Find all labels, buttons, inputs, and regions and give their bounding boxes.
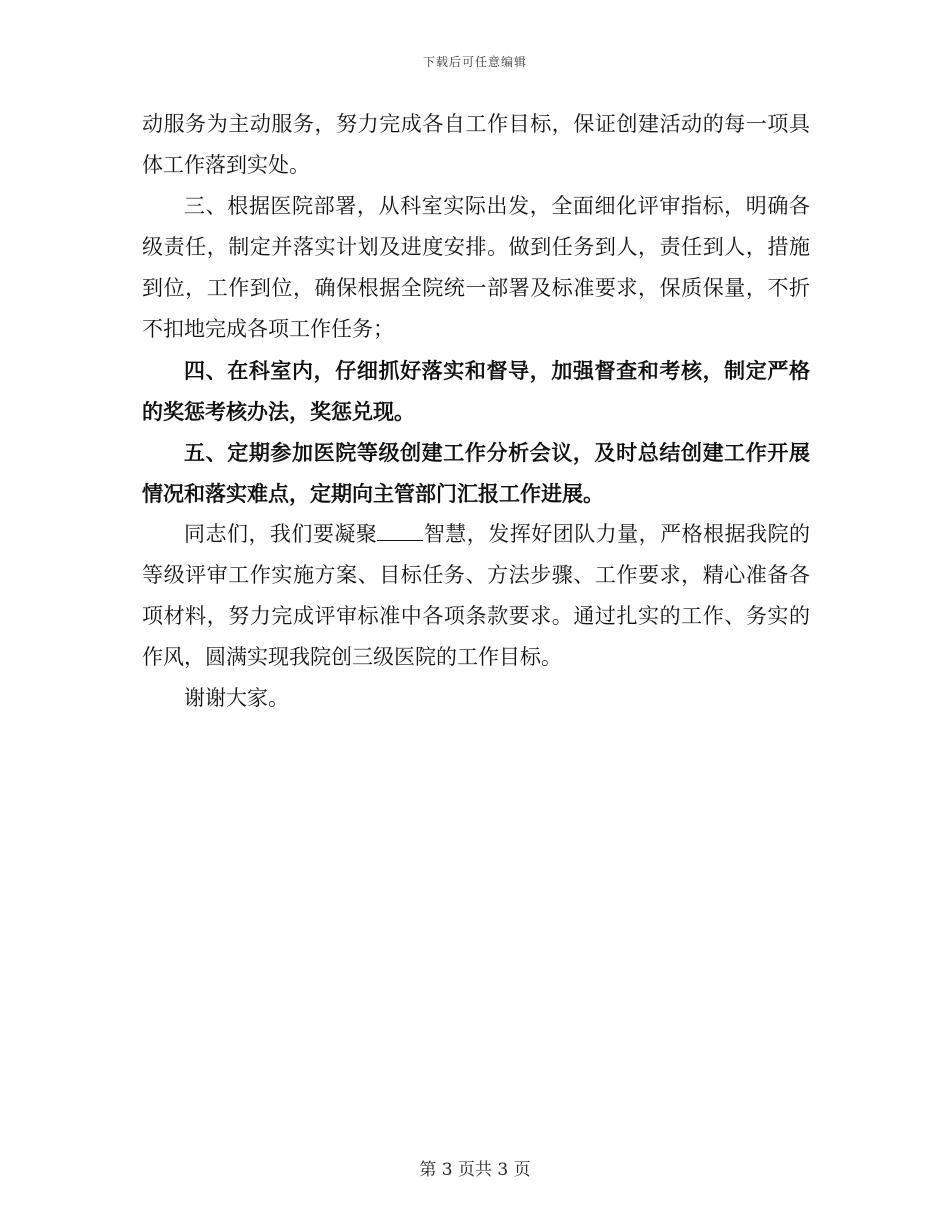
page-header: 下载后可任意编辑: [422, 55, 527, 69]
paragraph-closing-remarks: [142, 514, 810, 678]
paragraph-item-four: 四、在科室内，仔细抓好落实和督导，加强督查和考核，制定严格的奖惩考核办法，奖惩兑现。: [142, 358, 810, 424]
paragraph-item-three: 三、根据医院部署，从科室实际出发，全面细化评审指标，明确各级责任，制定并落实计划及进度安排。做到任务到人，责任到人，措施到位，工作到位，确保根据全院统一部署及标准要求，保质保量，不折不扣地完成各项工作任务；: [142, 194, 810, 341]
fill-in-blank: [377, 520, 423, 541]
paragraph-item-five: 五、定期参加医院等级创建工作分析会议，及时总结创建工作开展情况和落实难点，定期向主管部门汇报工作进展。: [142, 440, 810, 506]
document-body: [142, 104, 810, 719]
page-footer: 第 3 页共 3 页: [419, 1160, 531, 1180]
closing-remarks-start: 同志们，我们要凝聚: [184, 522, 378, 546]
paragraph-continuation: 动服务为主动服务，努力完成各自工作目标，保证创建活动的每一项具体工作落到实处。: [142, 112, 810, 177]
closing-remarks-rest: 智慧，发挥好团队力量，严格根据我院的等级评审工作实施方案、目标任务、方法步骤、工作要求，精心准备各项材料，努力完成评审标准中各项条款要求。通过扎实的工作、务实的作风，圆满实现我院创三级医院的工作目标。: [142, 522, 811, 669]
paragraph-thanks: 谢谢大家。: [184, 686, 289, 710]
